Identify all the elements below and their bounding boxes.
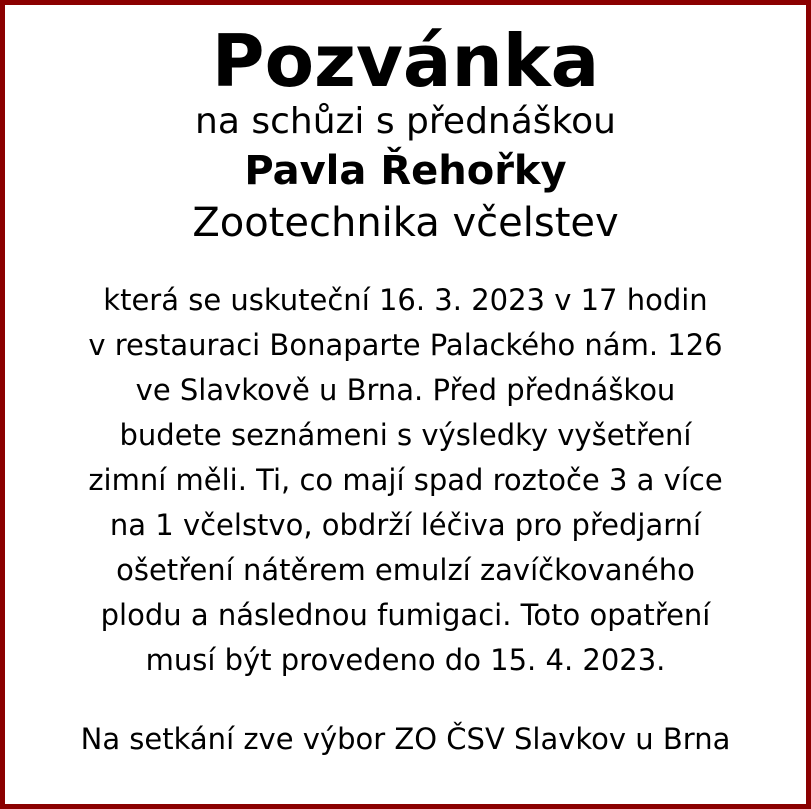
event-details xyxy=(35,278,776,682)
detail-line: ve Slavkově u Brna. Před přednáškou xyxy=(135,373,676,408)
page-title: Pozvánka xyxy=(211,19,600,103)
detail-line: ošetření nátěrem emulzí zavíčkovaného xyxy=(116,553,695,588)
detail-line: na 1 včelstvo, obdrží léčiva pro předjarní xyxy=(109,508,702,543)
detail-line: musí být provedeno do 15. 4. 2023. xyxy=(145,642,666,677)
event-subtitle: na schůzi s přednáškou xyxy=(195,101,616,142)
detail-line: plodu a následnou fumigaci. Toto opatření xyxy=(100,597,711,632)
detail-line: budete seznámeni s výsledky vyšetření xyxy=(119,418,692,453)
closing-note: Na setkání zve výbor ZO ČSV Slavkov u Brna xyxy=(80,721,731,756)
detail-line: zimní měli. Ti, co mají spad roztoče 3 a více xyxy=(88,463,723,498)
speaker-name: Pavla Řehořky xyxy=(244,148,567,195)
detail-line: v restauraci Bonaparte Palackého nám. 126 xyxy=(88,328,723,363)
lecture-topic: Zootechnika včelstev xyxy=(192,200,619,247)
detail-line: která se uskuteční 16. 3. 2023 v 17 hodin xyxy=(103,283,708,318)
